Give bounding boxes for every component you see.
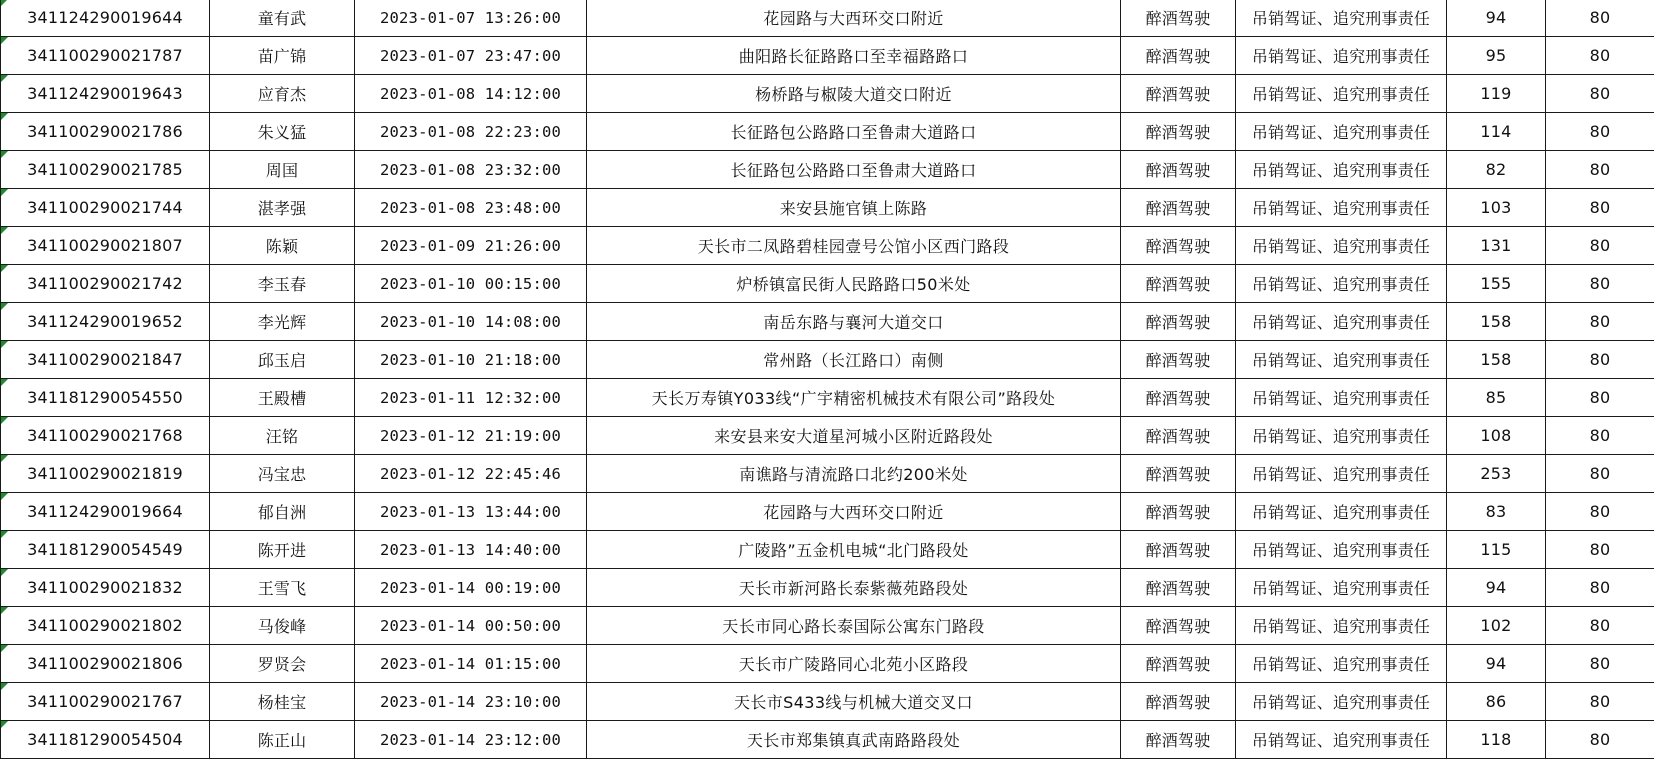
violation-type-cell[interactable]: 醉酒驾驶 <box>1121 721 1236 759</box>
location-cell[interactable]: 来安县来安大道星河城小区附近路段处 <box>587 417 1121 455</box>
threshold-cell[interactable]: 80 <box>1546 151 1654 189</box>
record-id-cell[interactable]: 341100290021832 <box>1 569 210 607</box>
driver-name-cell[interactable]: 陈颖 <box>210 227 355 265</box>
table-row <box>1 0 1654 37</box>
violation-type-cell[interactable]: 醉酒驾驶 <box>1121 341 1236 379</box>
record-id-cell[interactable]: 341181290054550 <box>1 379 210 417</box>
violation-time-cell[interactable]: 2023-01-11 12:32:00 <box>355 379 587 417</box>
record-id-cell[interactable]: 341181290054549 <box>1 531 210 569</box>
penalty-cell[interactable]: 吊销驾证、追究刑事责任 <box>1236 569 1447 607</box>
location-cell[interactable]: 曲阳路长征路路口至幸福路路口 <box>587 37 1121 75</box>
location-cell[interactable]: 天长万寿镇Y033线“广宇精密机械技术有限公司”路段处 <box>587 379 1121 417</box>
table-row <box>1 493 1654 531</box>
alcohol-level-cell[interactable]: 102 <box>1447 607 1546 645</box>
driver-name-cell[interactable]: 李玉春 <box>210 265 355 303</box>
location-cell[interactable]: 天长市郑集镇真武南路路段处 <box>587 721 1121 759</box>
violation-time-cell[interactable]: 2023-01-07 23:47:00 <box>355 37 587 75</box>
location-cell[interactable]: 南谯路与清流路口北约200米处 <box>587 455 1121 493</box>
violation-type-cell[interactable]: 醉酒驾驶 <box>1121 151 1236 189</box>
violation-time-cell[interactable]: 2023-01-12 21:19:00 <box>355 417 587 455</box>
location-cell[interactable]: 天长市二凤路碧桂园壹号公馆小区西门路段 <box>587 227 1121 265</box>
driver-name-cell[interactable]: 朱义猛 <box>210 113 355 151</box>
penalty-cell[interactable]: 吊销驾证、追究刑事责任 <box>1236 113 1447 151</box>
threshold-cell[interactable]: 80 <box>1546 683 1654 721</box>
violation-type-cell[interactable]: 醉酒驾驶 <box>1121 493 1236 531</box>
driver-name-cell[interactable]: 应育杰 <box>210 75 355 113</box>
table-row <box>1 341 1654 379</box>
alcohol-level-cell[interactable]: 115 <box>1447 531 1546 569</box>
alcohol-level-cell[interactable]: 103 <box>1447 189 1546 227</box>
violation-time-cell[interactable]: 2023-01-10 21:18:00 <box>355 341 587 379</box>
penalty-cell[interactable]: 吊销驾证、追究刑事责任 <box>1236 265 1447 303</box>
driver-name-cell[interactable]: 陈正山 <box>210 721 355 759</box>
violation-type-cell[interactable]: 醉酒驾驶 <box>1121 303 1236 341</box>
record-id-cell[interactable]: 341100290021787 <box>1 37 210 75</box>
table-row <box>1 645 1654 683</box>
violation-type-cell[interactable]: 醉酒驾驶 <box>1121 227 1236 265</box>
violation-time-cell[interactable]: 2023-01-07 13:26:00 <box>355 0 587 37</box>
penalty-cell[interactable]: 吊销驾证、追究刑事责任 <box>1236 303 1447 341</box>
alcohol-level-cell[interactable]: 155 <box>1447 265 1546 303</box>
violation-type-cell[interactable]: 醉酒驾驶 <box>1121 531 1236 569</box>
record-id-cell[interactable]: 341181290054504 <box>1 721 210 759</box>
location-cell[interactable]: 长征路包公路路口至鲁肃大道路口 <box>587 151 1121 189</box>
threshold-cell[interactable]: 80 <box>1546 265 1654 303</box>
table-body <box>1 0 1654 759</box>
driver-name-cell[interactable]: 杨桂宝 <box>210 683 355 721</box>
alcohol-level-cell[interactable]: 253 <box>1447 455 1546 493</box>
driver-name-cell[interactable]: 王殿槽 <box>210 379 355 417</box>
penalty-cell[interactable]: 吊销驾证、追究刑事责任 <box>1236 683 1447 721</box>
driver-name-cell[interactable]: 罗贤会 <box>210 645 355 683</box>
violation-type-cell[interactable]: 醉酒驾驶 <box>1121 607 1236 645</box>
table-row <box>1 607 1654 645</box>
violation-type-cell[interactable]: 醉酒驾驶 <box>1121 417 1236 455</box>
location-cell[interactable]: 常州路（长江路口）南侧 <box>587 341 1121 379</box>
alcohol-level-cell[interactable]: 94 <box>1447 645 1546 683</box>
record-id-cell[interactable]: 341100290021847 <box>1 341 210 379</box>
penalty-cell[interactable]: 吊销驾证、追究刑事责任 <box>1236 379 1447 417</box>
location-cell[interactable]: 广陵路”五金机电城“北门路段处 <box>587 531 1121 569</box>
location-cell[interactable]: 天长市S433线与机械大道交叉口 <box>587 683 1121 721</box>
driver-name-cell[interactable]: 邱玉启 <box>210 341 355 379</box>
penalty-cell[interactable]: 吊销驾证、追究刑事责任 <box>1236 721 1447 759</box>
penalty-cell[interactable]: 吊销驾证、追究刑事责任 <box>1236 607 1447 645</box>
table-row <box>1 683 1654 721</box>
alcohol-level-cell[interactable]: 94 <box>1447 0 1546 37</box>
violation-type-cell[interactable]: 醉酒驾驶 <box>1121 265 1236 303</box>
violation-time-cell[interactable]: 2023-01-14 00:19:00 <box>355 569 587 607</box>
penalty-cell[interactable]: 吊销驾证、追究刑事责任 <box>1236 37 1447 75</box>
table-row <box>1 569 1654 607</box>
location-cell[interactable]: 杨桥路与椒陵大道交口附近 <box>587 75 1121 113</box>
threshold-cell[interactable]: 80 <box>1546 417 1654 455</box>
threshold-cell[interactable]: 80 <box>1546 341 1654 379</box>
record-id-cell[interactable]: 341100290021802 <box>1 607 210 645</box>
threshold-cell[interactable]: 80 <box>1546 721 1654 759</box>
alcohol-level-cell[interactable]: 114 <box>1447 113 1546 151</box>
driver-name-cell[interactable]: 汪铭 <box>210 417 355 455</box>
violation-type-cell[interactable]: 醉酒驾驶 <box>1121 0 1236 37</box>
record-id-cell[interactable]: 341124290019643 <box>1 75 210 113</box>
table-row <box>1 531 1654 569</box>
violation-type-cell[interactable]: 醉酒驾驶 <box>1121 569 1236 607</box>
threshold-cell[interactable]: 80 <box>1546 189 1654 227</box>
violation-time-cell[interactable]: 2023-01-08 14:12:00 <box>355 75 587 113</box>
record-id-cell[interactable]: 341100290021807 <box>1 227 210 265</box>
record-id-cell[interactable]: 341100290021767 <box>1 683 210 721</box>
alcohol-level-cell[interactable]: 94 <box>1447 569 1546 607</box>
record-id-cell[interactable]: 341100290021806 <box>1 645 210 683</box>
driver-name-cell[interactable]: 李光辉 <box>210 303 355 341</box>
penalty-cell[interactable]: 吊销驾证、追究刑事责任 <box>1236 75 1447 113</box>
penalty-cell[interactable]: 吊销驾证、追究刑事责任 <box>1236 227 1447 265</box>
alcohol-level-cell[interactable]: 131 <box>1447 227 1546 265</box>
driver-name-cell[interactable]: 湛孝强 <box>210 189 355 227</box>
record-id-cell[interactable]: 341124290019652 <box>1 303 210 341</box>
driver-name-cell[interactable]: 郁自洲 <box>210 493 355 531</box>
alcohol-level-cell[interactable]: 82 <box>1447 151 1546 189</box>
record-id-cell[interactable]: 341100290021785 <box>1 151 210 189</box>
violation-time-cell[interactable]: 2023-01-14 23:10:00 <box>355 683 587 721</box>
violation-type-cell[interactable]: 醉酒驾驶 <box>1121 645 1236 683</box>
threshold-cell[interactable]: 80 <box>1546 303 1654 341</box>
violation-time-cell[interactable]: 2023-01-13 14:40:00 <box>355 531 587 569</box>
table-row <box>1 151 1654 189</box>
violation-time-cell[interactable]: 2023-01-14 00:50:00 <box>355 607 587 645</box>
penalty-cell[interactable]: 吊销驾证、追究刑事责任 <box>1236 189 1447 227</box>
threshold-cell[interactable]: 80 <box>1546 227 1654 265</box>
threshold-cell[interactable]: 80 <box>1546 379 1654 417</box>
location-cell[interactable]: 天长市同心路长泰国际公寓东门路段 <box>587 607 1121 645</box>
penalty-cell[interactable]: 吊销驾证、追究刑事责任 <box>1236 417 1447 455</box>
violation-time-cell[interactable]: 2023-01-08 22:23:00 <box>355 113 587 151</box>
table-row <box>1 455 1654 493</box>
table-row <box>1 379 1654 417</box>
penalty-cell[interactable]: 吊销驾证、追究刑事责任 <box>1236 645 1447 683</box>
alcohol-level-cell[interactable]: 85 <box>1447 379 1546 417</box>
driver-name-cell[interactable]: 王雪飞 <box>210 569 355 607</box>
threshold-cell[interactable]: 80 <box>1546 75 1654 113</box>
record-id-cell[interactable]: 341100290021744 <box>1 189 210 227</box>
driver-name-cell[interactable]: 陈开进 <box>210 531 355 569</box>
threshold-cell[interactable]: 80 <box>1546 0 1654 37</box>
violation-time-cell[interactable]: 2023-01-08 23:48:00 <box>355 189 587 227</box>
driver-name-cell[interactable]: 周国 <box>210 151 355 189</box>
penalty-cell[interactable]: 吊销驾证、追究刑事责任 <box>1236 341 1447 379</box>
violation-type-cell[interactable]: 醉酒驾驶 <box>1121 455 1236 493</box>
penalty-cell[interactable]: 吊销驾证、追究刑事责任 <box>1236 493 1447 531</box>
location-cell[interactable]: 天长市广陵路同心北苑小区路段 <box>587 645 1121 683</box>
penalty-cell[interactable]: 吊销驾证、追究刑事责任 <box>1236 531 1447 569</box>
threshold-cell[interactable]: 80 <box>1546 113 1654 151</box>
threshold-cell[interactable]: 80 <box>1546 607 1654 645</box>
table-row <box>1 113 1654 151</box>
violation-type-cell[interactable]: 醉酒驾驶 <box>1121 113 1236 151</box>
violation-type-cell[interactable]: 醉酒驾驶 <box>1121 75 1236 113</box>
table-row <box>1 227 1654 265</box>
violation-time-cell[interactable]: 2023-01-10 00:15:00 <box>355 265 587 303</box>
violation-type-cell[interactable]: 醉酒驾驶 <box>1121 37 1236 75</box>
threshold-cell[interactable]: 80 <box>1546 645 1654 683</box>
threshold-cell[interactable]: 80 <box>1546 531 1654 569</box>
table-row <box>1 417 1654 455</box>
alcohol-level-cell[interactable]: 108 <box>1447 417 1546 455</box>
driver-name-cell[interactable]: 马俊峰 <box>210 607 355 645</box>
threshold-cell[interactable]: 80 <box>1546 493 1654 531</box>
violation-time-cell[interactable]: 2023-01-14 01:15:00 <box>355 645 587 683</box>
record-id-cell[interactable]: 341100290021742 <box>1 265 210 303</box>
table-row <box>1 37 1654 75</box>
table-row <box>1 265 1654 303</box>
location-cell[interactable]: 来安县施官镇上陈路 <box>587 189 1121 227</box>
alcohol-level-cell[interactable]: 158 <box>1447 341 1546 379</box>
penalty-cell[interactable]: 吊销驾证、追究刑事责任 <box>1236 455 1447 493</box>
violation-time-cell[interactable]: 2023-01-13 13:44:00 <box>355 493 587 531</box>
table-row <box>1 189 1654 227</box>
alcohol-level-cell[interactable]: 86 <box>1447 683 1546 721</box>
record-id-cell[interactable]: 341124290019644 <box>1 0 210 37</box>
location-cell[interactable]: 炉桥镇富民街人民路路口50米处 <box>587 265 1121 303</box>
violation-time-cell[interactable]: 2023-01-09 21:26:00 <box>355 227 587 265</box>
alcohol-level-cell[interactable]: 119 <box>1447 75 1546 113</box>
table-row <box>1 303 1654 341</box>
record-id-cell[interactable]: 341124290019664 <box>1 493 210 531</box>
violation-time-cell[interactable]: 2023-01-10 14:08:00 <box>355 303 587 341</box>
violation-type-cell[interactable]: 醉酒驾驶 <box>1121 189 1236 227</box>
driver-name-cell[interactable]: 苗广锦 <box>210 37 355 75</box>
violation-time-cell[interactable]: 2023-01-12 22:45:46 <box>355 455 587 493</box>
alcohol-level-cell[interactable]: 83 <box>1447 493 1546 531</box>
record-id-cell[interactable]: 341100290021819 <box>1 455 210 493</box>
driver-name-cell[interactable]: 冯宝忠 <box>210 455 355 493</box>
table-row <box>1 75 1654 113</box>
location-cell[interactable]: 南岳东路与襄河大道交口 <box>587 303 1121 341</box>
threshold-cell[interactable]: 80 <box>1546 37 1654 75</box>
penalty-cell[interactable]: 吊销驾证、追究刑事责任 <box>1236 0 1447 37</box>
penalty-cell[interactable]: 吊销驾证、追究刑事责任 <box>1236 151 1447 189</box>
alcohol-level-cell[interactable]: 118 <box>1447 721 1546 759</box>
location-cell[interactable]: 花园路与大西环交口附近 <box>587 0 1121 37</box>
location-cell[interactable]: 长征路包公路路口至鲁肃大道路口 <box>587 113 1121 151</box>
violation-type-cell[interactable]: 醉酒驾驶 <box>1121 379 1236 417</box>
record-id-cell[interactable]: 341100290021768 <box>1 417 210 455</box>
violation-type-cell[interactable]: 醉酒驾驶 <box>1121 683 1236 721</box>
violation-time-cell[interactable]: 2023-01-14 23:12:00 <box>355 721 587 759</box>
threshold-cell[interactable]: 80 <box>1546 455 1654 493</box>
table-row <box>1 721 1654 759</box>
alcohol-level-cell[interactable]: 158 <box>1447 303 1546 341</box>
alcohol-level-cell[interactable]: 95 <box>1447 37 1546 75</box>
threshold-cell[interactable]: 80 <box>1546 569 1654 607</box>
driver-name-cell[interactable]: 童有武 <box>210 0 355 37</box>
location-cell[interactable]: 天长市新河路长泰紫薇苑路段处 <box>587 569 1121 607</box>
location-cell[interactable]: 花园路与大西环交口附近 <box>587 493 1121 531</box>
violation-time-cell[interactable]: 2023-01-08 23:32:00 <box>355 151 587 189</box>
record-id-cell[interactable]: 341100290021786 <box>1 113 210 151</box>
